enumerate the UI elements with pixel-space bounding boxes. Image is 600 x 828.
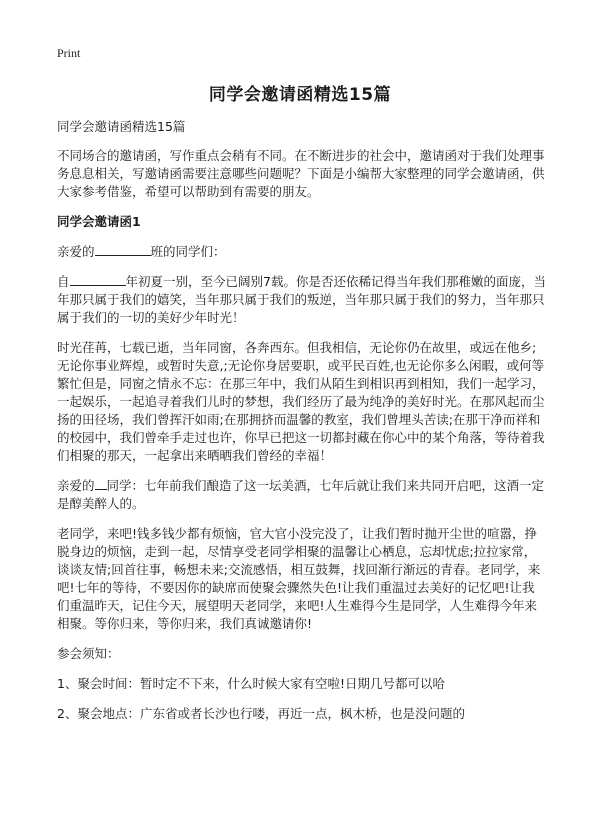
greeting-prefix: 亲爱的 (57, 244, 95, 259)
document-subtitle: 同学会邀请函精选15篇 (57, 119, 186, 134)
paragraph-3-text: 同学：七年前我们酿造了这一坛美酒，七年后就让我们来共同开启吧，这酒一定是醇美醉人的。 (57, 478, 545, 511)
paragraph-1 (57, 273, 547, 327)
intro-paragraph: 不同场合的邀请函，写作重点会稍有不同。在不断进步的社会中，邀请函对于我们处理事务息息相关，写邀请函需要注意哪些问题呢？下面是小编帮大家整理的同学会邀请函，供大家参考借鉴，希望可以帮助到有需要的朋友。 (57, 148, 545, 199)
greeting-suffix: 班的同学们： (150, 244, 226, 259)
section-heading: 同学会邀请函1 (57, 214, 141, 229)
paragraph-4: 老同学，来吧!钱多钱少都有烦恼，官大官小没完没了，让我们暂时抛开尘世的喧嚣，挣脱身边的烦恼，走到一起，尽情享受老同学相聚的温馨让心栖息，忘却忧虑;拉拉家常，谈谈友情;回首往事，畅想未来;交流感悟，相互鼓舞，找回渐行渐远的青春。老同学，来吧!七年的等待，不要因你的缺席而使聚会骤然失色!让我们重温过去美好的记忆吧!让我们重温昨天，记住今天，展望明天老同学，来吧!人生难得今生是同学，人生难得今年来相聚。等你归来，等你归来，我们真诚邀请你! (57, 526, 541, 631)
greeting-line (57, 243, 547, 261)
paragraph-3 (57, 477, 547, 513)
notice-item: 2、聚会地点：广东省或者长沙也行喽，再近一点，枫木桥，也是没问题的 (57, 706, 465, 721)
paragraph-1-text: 年初夏一别，至今已阔别7载。你是否还依稀记得当年我们那稚嫩的面庞，当年那只属于我们的嬉笑，当年那只属于我们的叛逆，当年那只属于我们的努力，当年那只属于我们的一切的美好少年时光！ (57, 274, 546, 325)
notice-item: 1、聚会时间：暂时定不下来，什么时候大家有空啦!日期几号都可以哈 (57, 676, 445, 691)
fill-in-blank (95, 477, 107, 490)
paragraph-1-prefix: 自 (57, 274, 70, 289)
paragraph-3-prefix: 亲爱的 (57, 478, 95, 493)
fill-in-blank (70, 273, 126, 286)
notice-heading: 参会须知： (57, 646, 120, 661)
paragraph-2: 时光荏苒，七载已逝，当年同窗，各奔西东。但我相信，无论你仍在故里，或远在他乡;无论你事业辉煌，或暂时失意,;无论你身居要职，或平民百姓,也无论你多么闲暇，或何等繁忙但是，同窗之情永不忘：在那三年中，我们从陌生到相识再到相知，我们一起学习，一起娱乐，一起追寻着我们儿时的梦想，我们经历了最为纯净的美好时光。在那风起而尘扬的田径场，我们曾挥汗如雨;在那拥挤而温馨的教室，我们曾埋头苦读;在那干净而祥和的校园中，我们曾牵手走过也许，你早已把这一切都封藏在你心中的某个角落，等待着我们相聚的那天，一起拿出来晒晒我们曾经的幸福！ (57, 340, 545, 463)
document-body (57, 118, 547, 735)
page-title: 同学会邀请函精选15篇 (208, 85, 392, 105)
print-link[interactable]: Print (57, 46, 81, 60)
fill-in-blank (95, 243, 151, 256)
